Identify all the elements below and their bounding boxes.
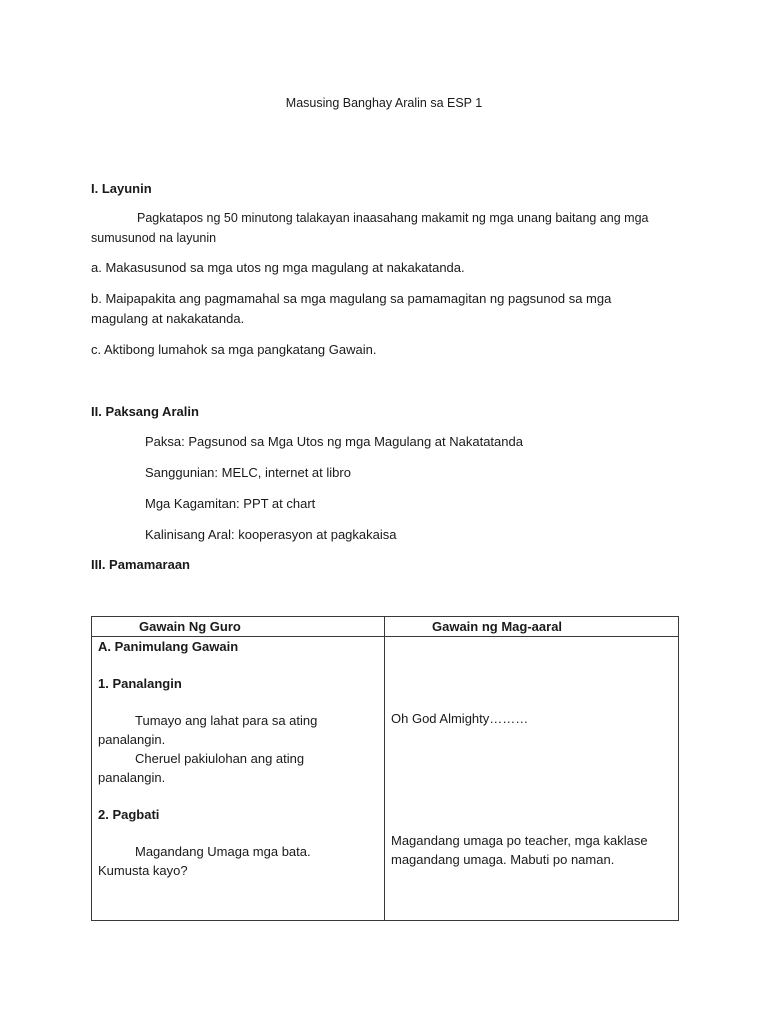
kagamitan-line: Mga Kagamitan: PPT at chart: [145, 496, 316, 511]
reply2-line2: magandang umaga. Mabuti po naman.: [391, 852, 615, 867]
layunin-intro-line1: Pagkatapos ng 50 minutong talakayan inaasahang makamit ng mga unang baitang ang mga: [137, 211, 649, 225]
step1-line3: Cheruel pakiulohan ang ating: [135, 751, 305, 766]
header-gawain-ng-guro: Gawain Ng Guro: [92, 617, 385, 637]
reply2-line1: Magandang umaga po teacher, mga kaklase: [391, 833, 648, 848]
objective-c: c. Aktibong lumahok sa mga pangkatang Gawain.: [91, 342, 377, 357]
step1-line4: panalangin.: [98, 770, 166, 785]
objective-b-line1: b. Maipapakita ang pagmamahal sa mga magulang sa pamamagitan ng pagsunod sa mga: [91, 291, 612, 306]
step2-line1: Magandang Umaga mga bata.: [135, 844, 311, 859]
objective-b-line2: magulang at nakakatanda.: [91, 311, 245, 326]
guro-cell: [92, 637, 385, 921]
part-a-heading: A. Panimulang Gawain: [98, 639, 239, 654]
section-heading-pamamaraan: III. Pamamaraan: [91, 557, 190, 572]
document-title: Masusing Banghay Aralin sa ESP 1: [285, 96, 483, 110]
section-heading-paksang-aralin: II. Paksang Aralin: [91, 404, 199, 419]
step2-line2: Kumusta kayo?: [98, 863, 188, 878]
lesson-procedure-table: [91, 616, 679, 921]
layunin-intro-line2: sumusunod na layunin: [91, 231, 217, 245]
step1-line1: Tumayo ang lahat para sa ating: [135, 713, 318, 728]
sanggunian-line: Sanggunian: MELC, internet at libro: [145, 465, 351, 480]
header-gawain-ng-mag-aaral: Gawain ng Mag-aaral: [385, 617, 679, 637]
section-heading-layunin: I. Layunin: [91, 181, 152, 196]
step1-line2: panalangin.: [98, 732, 166, 747]
paksa-line: Paksa: Pagsunod sa Mga Utos ng mga Magulang at Nakatatanda: [145, 434, 523, 449]
objective-a: a. Makasusunod sa mga utos ng mga magulang at nakakatanda.: [91, 260, 465, 275]
step1-heading: 1. Panalangin: [98, 676, 182, 691]
kalinisang-aral-line: Kalinisang Aral: kooperasyon at pagkakaisa: [145, 527, 397, 542]
reply1: Oh God Almighty………: [391, 711, 529, 726]
table-header-row: [92, 617, 679, 637]
mag-aaral-cell: [385, 637, 679, 921]
step2-heading: 2. Pagbati: [98, 807, 160, 822]
table-row: [92, 637, 679, 921]
